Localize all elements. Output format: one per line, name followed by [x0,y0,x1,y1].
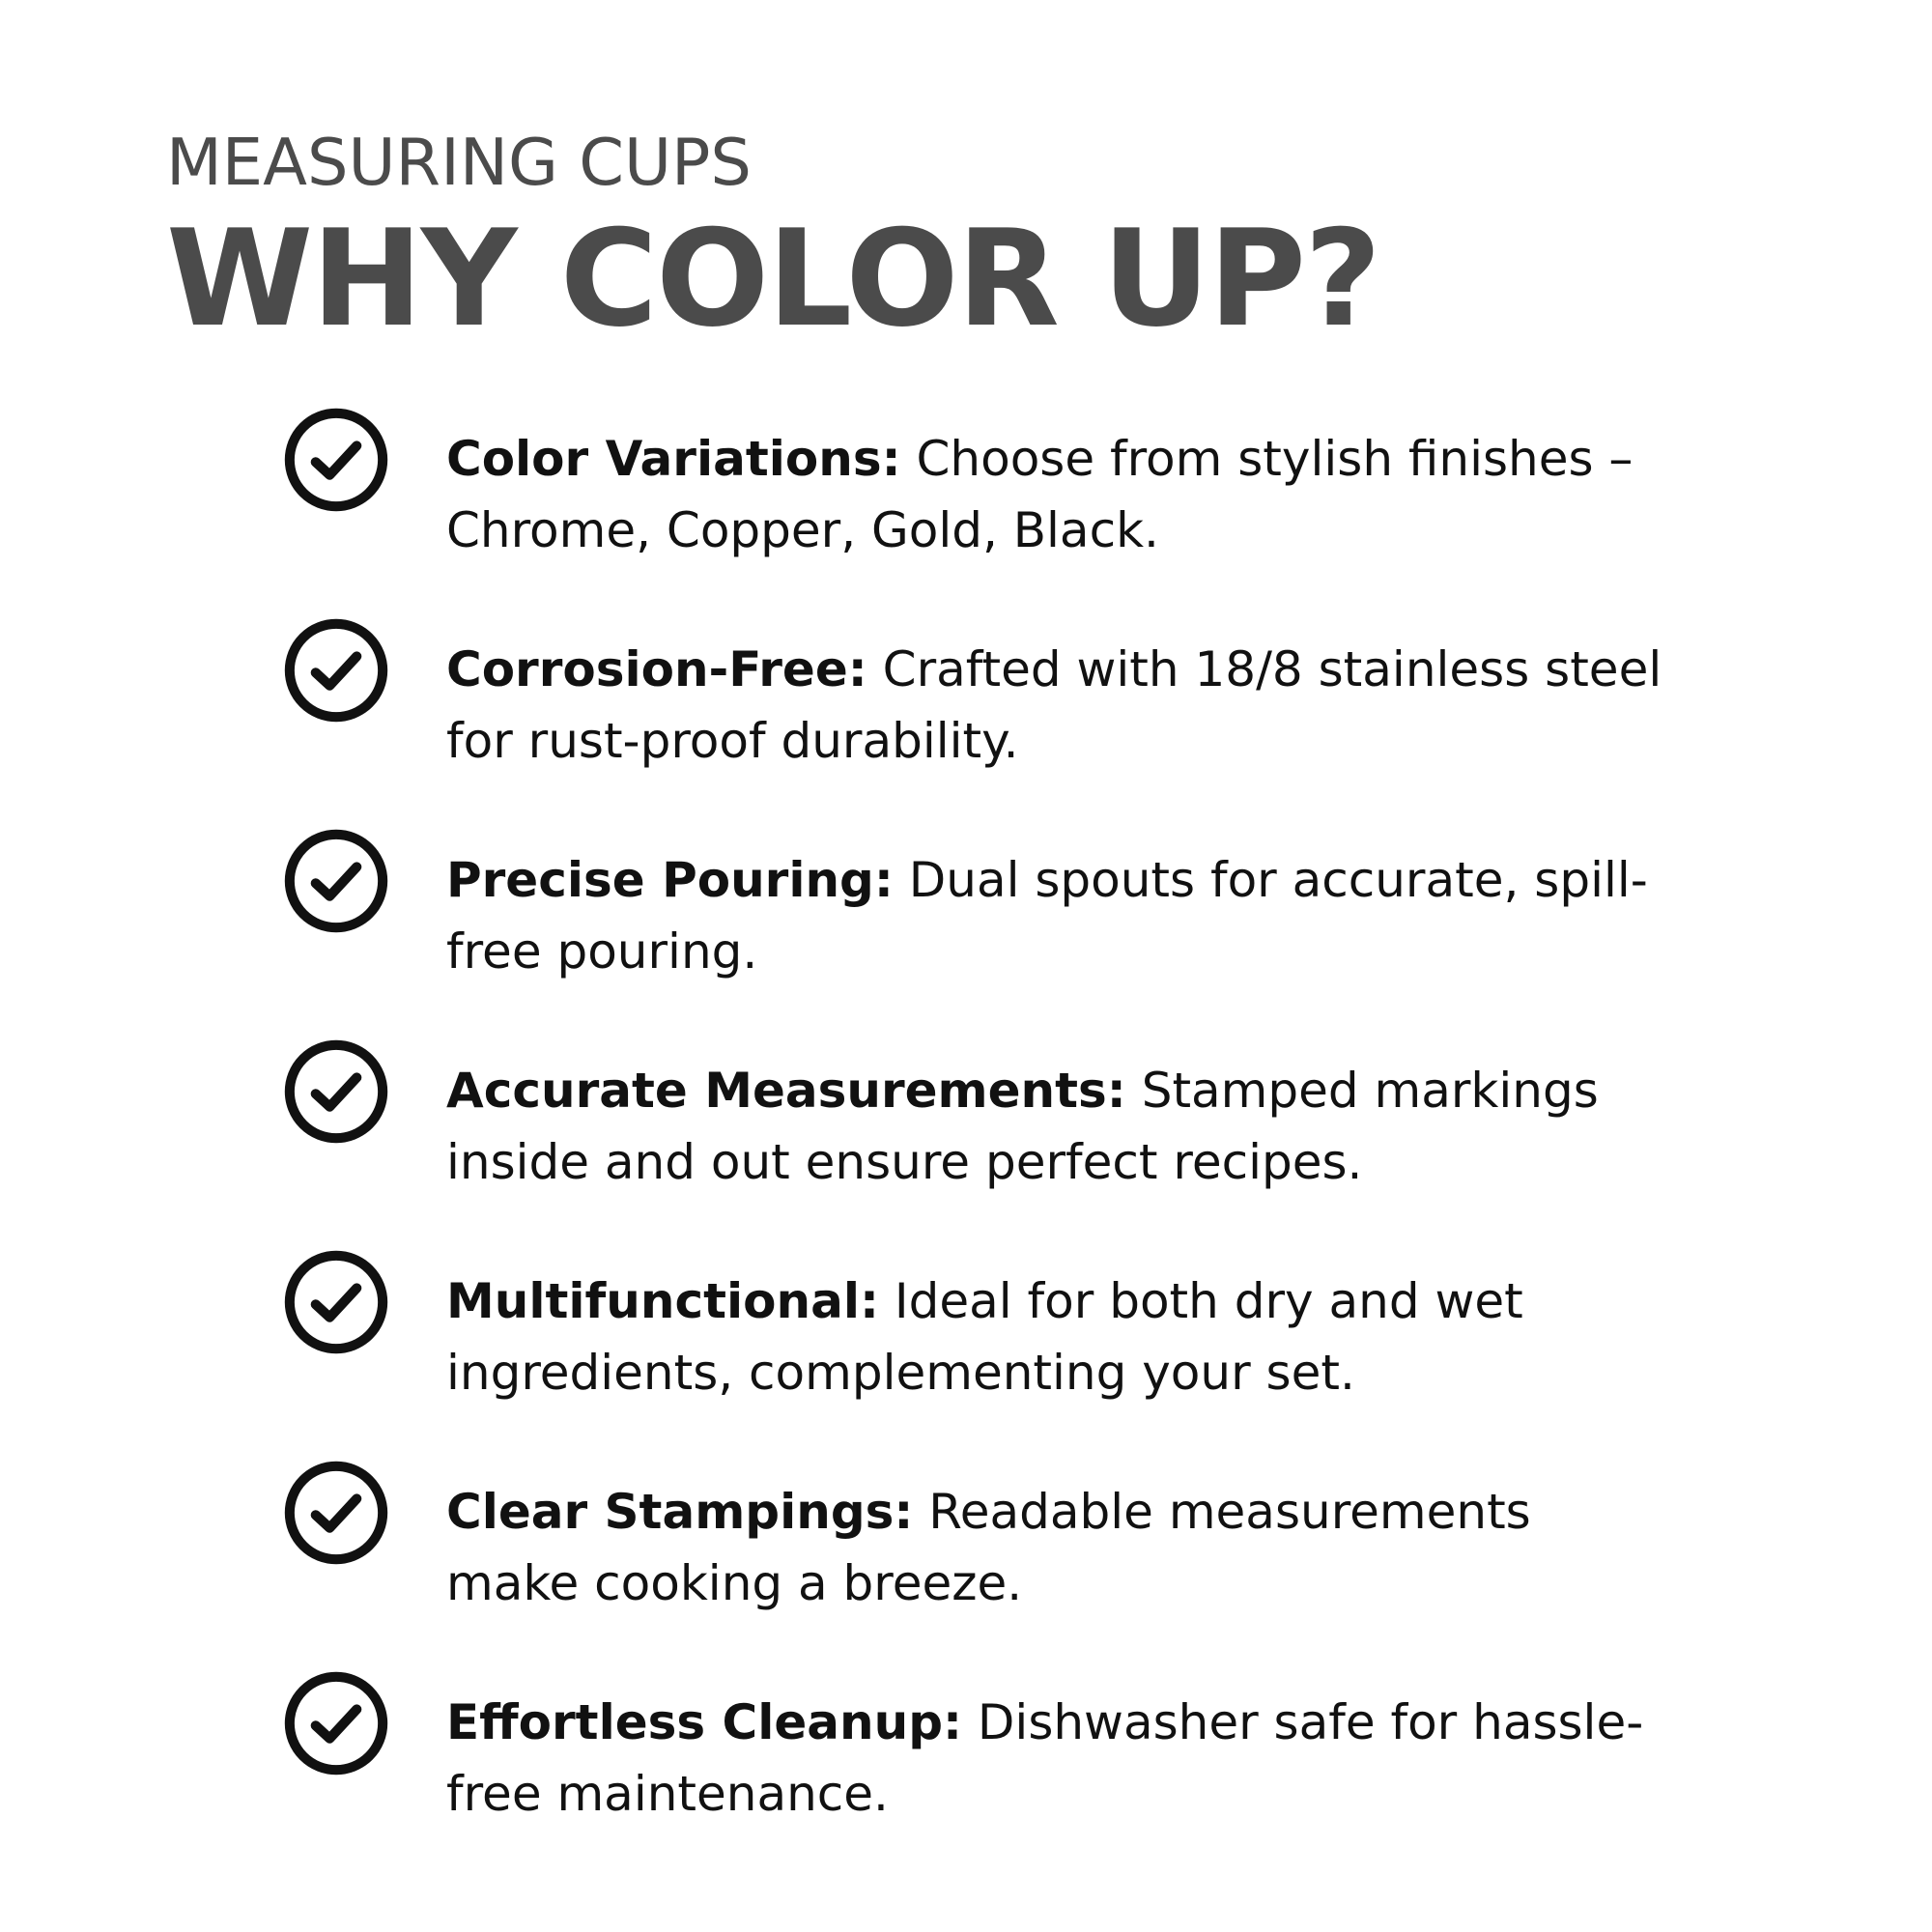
feature-body: Readable measurements make cooking a breeze. [446,1484,1531,1611]
feature-title: Corrosion-Free: [446,641,867,697]
feature-title: Accurate Measurements: [446,1063,1126,1119]
check-circle-icon [282,1037,390,1146]
check-circle-icon [282,1459,390,1567]
check-circle-icon [282,406,390,514]
feature-title: Effortless Cleanup: [446,1694,963,1750]
feature-body: Choose from stylish finishes – Chrome, Copper, Gold, Black. [446,431,1634,558]
check-circle-icon [282,827,390,935]
feature-list [282,406,1683,1880]
feature-item [282,1669,1683,1880]
feature-text [446,1476,1673,1619]
feature-body: Dual spouts for accurate, spill-free pouring. [446,852,1648,980]
feature-item [282,1459,1683,1669]
feature-title: Clear Stampings: [446,1484,914,1540]
check-circle-icon [282,1248,390,1356]
feature-text [446,423,1673,566]
feature-item [282,406,1683,616]
feature-body: Dishwasher safe for hassle-free maintenance. [446,1694,1644,1822]
feature-title: Color Variations: [446,431,901,487]
feature-text [446,634,1673,777]
feature-item [282,827,1683,1037]
feature-text [446,1055,1673,1198]
check-circle-icon [282,616,390,724]
page-title: WHY COLOR UP? [166,201,1380,356]
feature-title: Multifunctional: [446,1273,879,1329]
feature-text [446,1265,1673,1408]
feature-item [282,1248,1683,1459]
feature-text [446,844,1673,987]
feature-body: Stamped markings inside and out ensure perfect recipes. [446,1063,1599,1190]
feature-text [446,1687,1673,1830]
feature-item [282,1037,1683,1248]
feature-title: Precise Pouring: [446,852,894,908]
check-circle-icon [282,1669,390,1777]
feature-body: Ideal for both dry and wet ingredients, complementing your set. [446,1273,1523,1401]
feature-item [282,616,1683,827]
eyebrow-title: MEASURING CUPS [166,125,752,200]
header [166,124,1380,356]
feature-body: Crafted with 18/8 stainless steel for rust-proof durability. [446,641,1662,769]
